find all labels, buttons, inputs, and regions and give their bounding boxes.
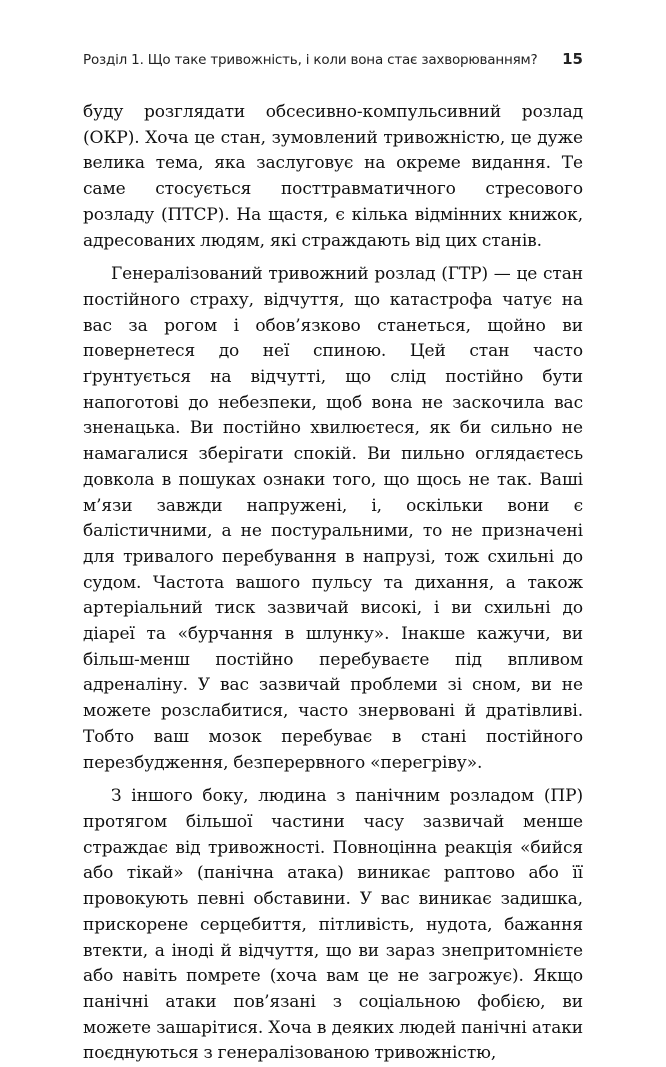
page-number: 15 (562, 50, 583, 68)
paragraph-gad: Генералізований тривожний розлад (ГТР) — це стан постійного страху, відчуття, що катастрофа чатує на вас за рогом і обов’язково станеться, щойно ви повернетеся до неї спиною. Цей стан часто ґрунтується на відчутті, що слід постійно бути напоготові до небезпеки, щоб вона не заскочила вас зненацька. Ви постійно хвилюєтеся, як би сильно не намагалися зберігати спокій. Ви пильно оглядаєтесь довкола в пошуках ознаки того, що щось не так. Ваші м’язи завжди напружені, і, оскільки вони є балістичними, а не постуральними, то не призначені для тривалого перебування в напрузі, тож схильні до судом. Частота вашого пульсу та дихання, а також артеріальний тиск зазвичай високі, і ви схильні до діареї та «бурчання в шлунку». Інакше кажучи, ви більш-менш постійно перебуваєте під впливом адреналіну. У вас зазвичай проблеми зі сном, ви не можете розслабитися, часто знервовані й дратівливі. Тобто ваш мозок перебуває в стані постійного перезбудження, безперервного «перегріву». (83, 264, 583, 773)
page-body (83, 100, 583, 1067)
paragraph-ocd-ptsd: буду розглядати обсесивно-компульсивний розлад (ОКР). Хоча це стан, зумовлений тривожністю, це дуже велика тема, яка заслуговує на окреме видання. Те саме стосується посттравматичного стресового розладу (ПТСР). На щастя, є кілька відмінних книжок, адресованих людям, які страждають від цих станів. (83, 102, 583, 251)
page-header (83, 50, 583, 68)
paragraph-panic-disorder: З іншого боку, людина з панічним розладом (ПР) протягом більшої частини часу зазвичай менше страждає від тривожності. Повноцінна реакція «бийся або тікай» (панічна атака) виникає раптово або її провокують певні обставини. У вас виникає задишка, прискорене серцебиття, пітливість, нудота, бажання втекти, а іноді й відчуття, що ви зараз знепритомнієте або навіть помрете (хоча вам це не загрожує). Якщо панічні атаки пов’язані з соціальною фобією, ви можете зашарітися. Хоча в деяких людей панічні атаки поєднуються з генералізованою тривожністю, (83, 786, 583, 1064)
chapter-title: Розділ 1. Що таке тривожність, і коли вона стає захворюванням? (83, 52, 538, 68)
